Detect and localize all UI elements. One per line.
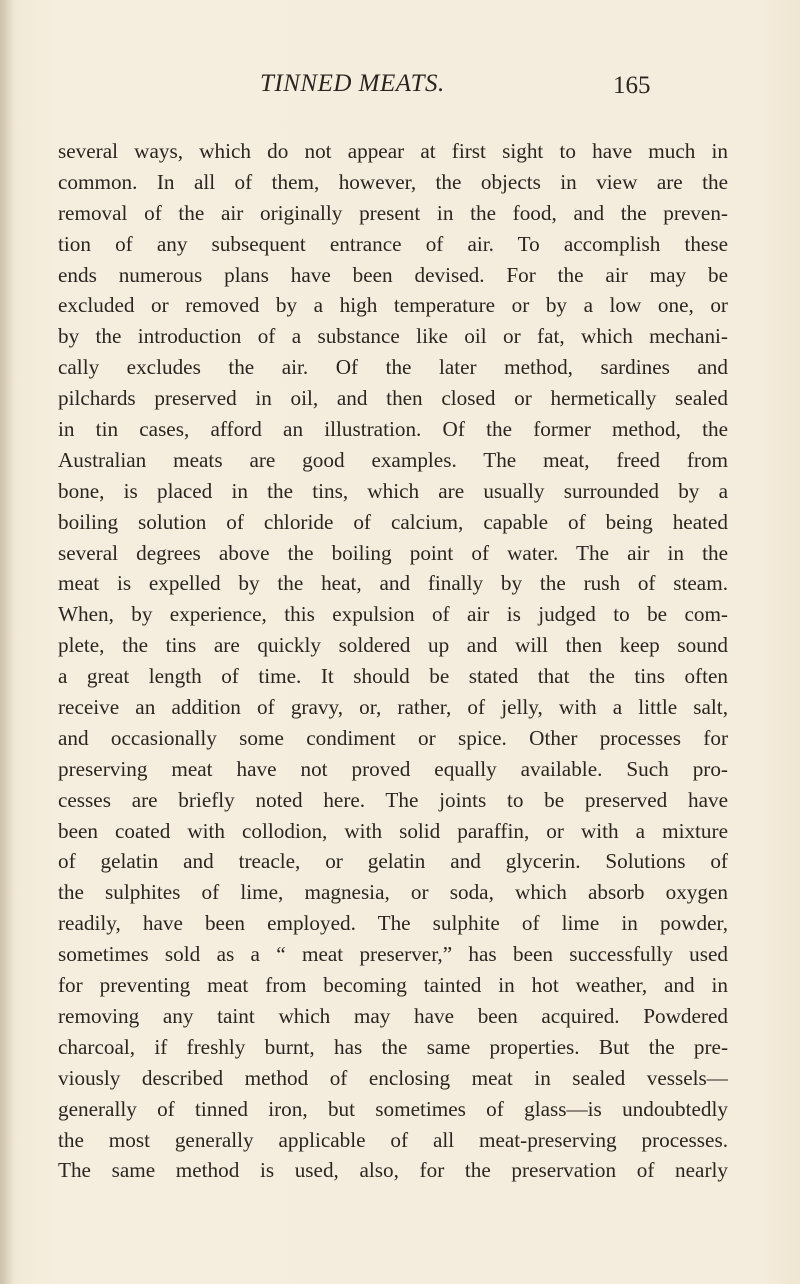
text-line: several degrees above the boiling point of water. The air in the	[58, 540, 728, 565]
body-text	[58, 136, 728, 1186]
gutter-shadow	[0, 0, 14, 1284]
running-head: TINNED MEATS.	[260, 70, 445, 97]
text-line: boiling solution of chloride of calcium, capable of being heated	[58, 509, 728, 534]
text-line: the most generally applicable of all meat-preserving processes.	[58, 1127, 728, 1152]
text-line: common. In all of them, however, the objects in view are the	[58, 169, 728, 194]
text-line: removing any taint which may have been acquired. Powdered	[58, 1003, 728, 1028]
text-line: ends numerous plans have been devised. For the air may be	[58, 262, 728, 287]
text-line: removal of the air originally present in the food, and the preven-	[58, 200, 728, 225]
text-line: and occasionally some condiment or spice. Other processes for	[58, 725, 728, 750]
text-line: by the introduction of a substance like oil or fat, which mechani-	[58, 324, 728, 349]
text-line: generally of tinned iron, but sometimes of glass—is undoubtedly	[58, 1096, 728, 1121]
text-line: a great length of time. It should be stated that the tins often	[58, 664, 728, 689]
text-line: plete, the tins are quickly soldered up and will then keep sound	[58, 633, 728, 658]
text-line: charcoal, if freshly burnt, has the same properties. But the pre-	[58, 1034, 728, 1059]
text-line: sometimes sold as a “ meat preserver,” has been successfully used	[58, 942, 728, 967]
text-line: The same method is used, also, for the preservation of nearly	[58, 1158, 728, 1183]
text-line: excluded or removed by a high temperature or by a low one, or	[58, 293, 728, 318]
text-line: pilchards preserved in oil, and then closed or hermetically sealed	[58, 386, 728, 411]
text-line: cesses are briefly noted here. The joints to be preserved have	[58, 787, 728, 812]
text-line: meat is expelled by the heat, and finally by the rush of steam.	[58, 571, 728, 596]
page-number: 165	[613, 72, 651, 99]
text-line: tion of any subsequent entrance of air. To accomplish these	[58, 231, 728, 256]
text-line: receive an addition of gravy, or, rather, of jelly, with a little salt,	[58, 695, 728, 720]
text-line: When, by experience, this expulsion of air is judged to be com-	[58, 602, 728, 627]
text-line: readily, have been employed. The sulphite of lime in powder,	[58, 911, 728, 936]
text-line: cally excludes the air. Of the later method, sardines and	[58, 355, 728, 380]
text-line: been coated with collodion, with solid paraffin, or with a mixture	[58, 818, 728, 843]
text-line: preserving meat have not proved equally available. Such pro-	[58, 756, 728, 781]
text-line: several ways, which do not appear at first sight to have much in	[58, 139, 728, 163]
text-line: for preventing meat from becoming tainted in hot weather, and in	[58, 973, 728, 998]
text-line: the sulphites of lime, magnesia, or soda, which absorb oxygen	[58, 880, 728, 905]
text-line: of gelatin and treacle, or gelatin and glycerin. Solutions of	[58, 849, 728, 874]
text-line: viously described method of enclosing meat in sealed vessels—	[58, 1065, 728, 1090]
page-header	[0, 70, 800, 106]
text-line: in tin cases, afford an illustration. Of the former method, the	[58, 417, 728, 442]
text-line: bone, is placed in the tins, which are usually surrounded by a	[58, 478, 728, 503]
text-line: Australian meats are good examples. The meat, freed from	[58, 447, 728, 472]
